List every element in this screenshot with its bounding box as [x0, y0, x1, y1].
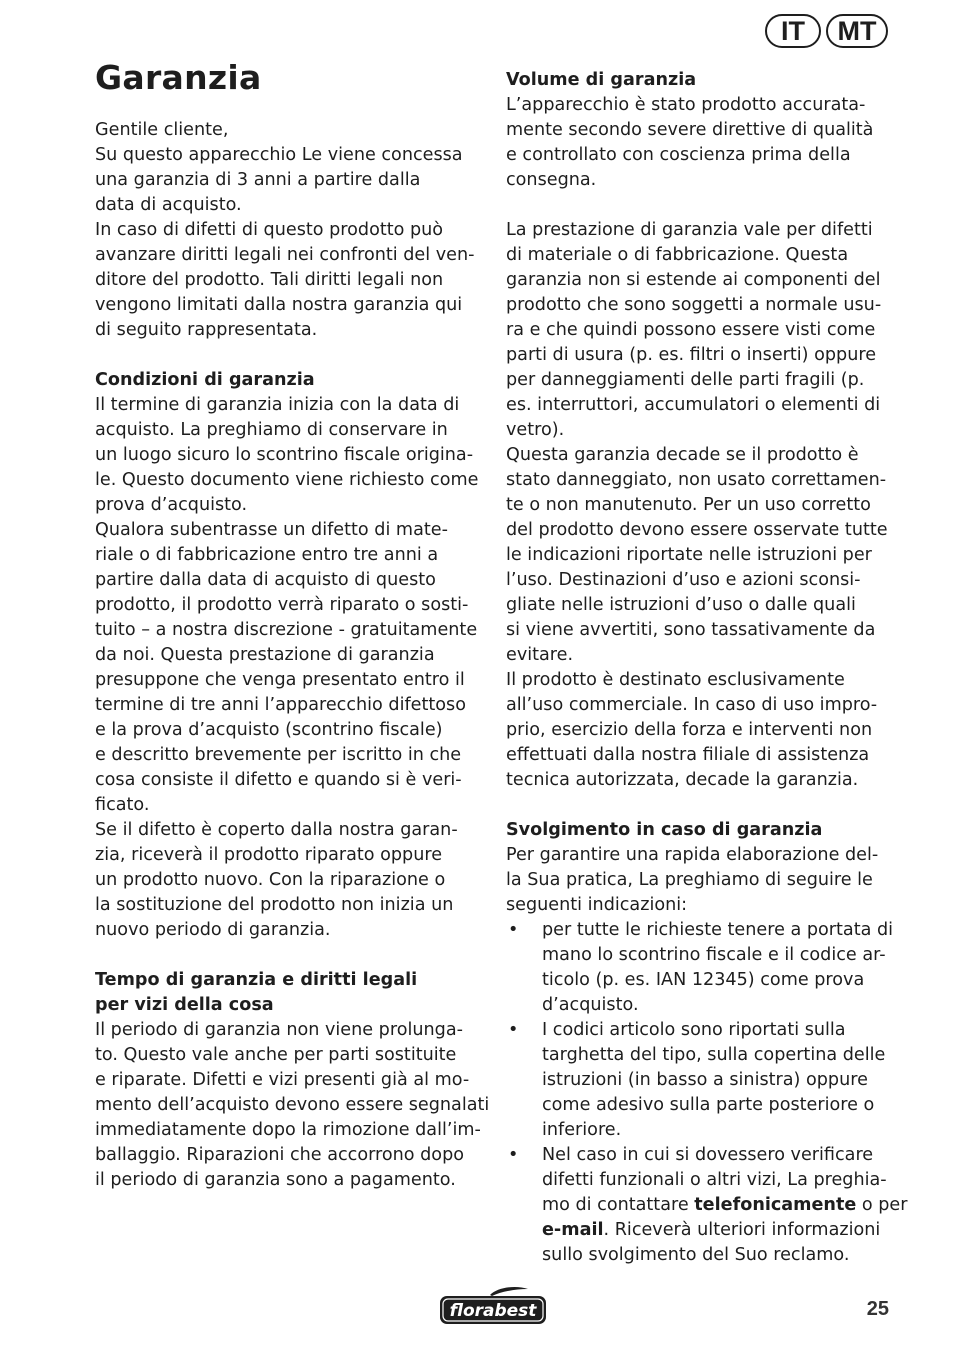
text-line: presuppone che venga presentato entro il	[95, 670, 465, 690]
text-line: ditore del prodotto. Tali diritti legali non	[95, 270, 444, 290]
text-line: termine di tre anni l’apparecchio difettoso	[95, 695, 466, 715]
text-line: e riparate. Difetti e vizi presenti già al mo-	[95, 1070, 470, 1090]
language-badge-it: IT	[765, 14, 821, 48]
text-line: Il termine di garanzia inizia con la data di	[95, 395, 460, 415]
condizioni-paragraph	[95, 393, 490, 943]
text-line: una garanzia di 3 anni a partire dalla	[95, 170, 421, 190]
text-line: te o non manutenuto. Per un uso corretto	[506, 495, 871, 515]
page-number: 25	[866, 1298, 889, 1320]
text-line: In caso di difetti di questo prodotto può	[95, 220, 444, 240]
text-line: Qualora subentrasse un difetto di mate-	[95, 520, 448, 540]
text-line: consegna.	[506, 170, 597, 190]
section-heading-tempo: Tempo di garanzia e diritti legali	[95, 970, 418, 990]
logo-text: florabest	[449, 1301, 537, 1321]
text-line: La prestazione di garanzia vale per difetti	[506, 220, 873, 240]
text-line: es. interruttori, accumulatori o elementi di	[506, 395, 881, 415]
bullet-icon: •	[508, 1020, 519, 1040]
text-line: di materiale o di fabbricazione. Questa	[506, 245, 849, 265]
text-line: e descritto brevemente per iscritto in che	[95, 745, 462, 765]
text-line: vetro).	[506, 420, 565, 440]
left-column	[95, 118, 490, 1193]
text-line: ficato.	[95, 795, 150, 815]
volume-paragraph-b	[506, 218, 896, 793]
text-line: nuovo periodo di garanzia.	[95, 920, 331, 940]
text-line: to. Questo vale anche per parti sostituite	[95, 1045, 457, 1065]
text-line: acquisto. La preghiamo di conservare in	[95, 420, 448, 440]
text-line: all’uso commerciale. In caso di uso impro-	[506, 695, 878, 715]
bullet-icon: •	[508, 1145, 519, 1165]
text-run: mo di contattare	[542, 1195, 695, 1215]
language-badges	[765, 14, 888, 48]
text-line: L’apparecchio è stato prodotto accurata-	[506, 95, 866, 115]
text-line: tuito – a nostra discrezione - gratuitamente	[95, 620, 478, 640]
text-line: targhetta del tipo, sulla copertina delle	[542, 1045, 886, 1065]
text-line: difetti funzionali o altri vizi, La preghia-	[542, 1170, 887, 1190]
text-line: gliate nelle istruzioni d’uso o dalle quali	[506, 595, 856, 615]
text-line: Il periodo di garanzia non viene prolunga-	[95, 1020, 463, 1040]
svolgimento-intro	[506, 843, 896, 918]
emphasis-email: e-mail	[542, 1220, 604, 1240]
text-line: avanzare diritti legali nei confronti del ven-	[95, 245, 475, 265]
bullet-icon: •	[508, 920, 519, 940]
section-heading-svolgimento: Svolgimento in caso di garanzia	[506, 820, 823, 840]
text-line: istruzioni (in basso a sinistra) oppure	[542, 1070, 868, 1090]
text-line: prodotto che sono soggetti a normale usu-	[506, 295, 882, 315]
text-line: mano lo scontrino fiscale e il codice ar-	[542, 945, 886, 965]
text-line: il periodo di garanzia sono a pagamento.	[95, 1170, 456, 1190]
text-line: Nel caso in cui si dovessero verificare	[542, 1145, 874, 1165]
text-line: Per garantire una rapida elaborazione del-	[506, 845, 879, 865]
section-heading-volume: Volume di garanzia	[506, 70, 697, 90]
text-line: un prodotto nuovo. Con la riparazione o	[95, 870, 446, 890]
text-line: Il prodotto è destinato esclusivamente	[506, 670, 845, 690]
text-line: e controllato con coscienza prima della	[506, 145, 851, 165]
florabest-logo-graphic	[438, 1286, 548, 1326]
text-line: Gentile cliente,	[95, 120, 229, 140]
right-column	[506, 68, 908, 1268]
text-line: Su questo apparecchio Le viene concessa	[95, 145, 463, 165]
text-line: di seguito rappresentata.	[95, 320, 318, 340]
text-line: prodotto, il prodotto verrà riparato o sosti-	[95, 595, 469, 615]
text-line: cosa consiste il difetto e quando si è veri-	[95, 770, 462, 790]
intro-paragraph	[95, 118, 490, 343]
text-line	[542, 1193, 908, 1218]
language-badge-mt: MT	[826, 14, 888, 48]
volume-paragraph-a	[506, 93, 896, 193]
section-heading-condizioni: Condizioni di garanzia	[95, 370, 315, 390]
text-line: evitare.	[506, 645, 574, 665]
text-line: come adesivo sulla parte posteriore o	[542, 1095, 875, 1115]
text-line: tecnica autorizzata, decade la garanzia.	[506, 770, 859, 790]
text-run: o per	[856, 1195, 908, 1215]
text-line: ballaggio. Riparazioni che accorrono dopo	[95, 1145, 465, 1165]
list-item	[506, 918, 896, 1018]
text-line: per danneggiamenti delle parti fragili (p.	[506, 370, 865, 390]
tempo-paragraph	[95, 1018, 490, 1193]
text-line: riale o di fabbricazione entro tre anni a	[95, 545, 439, 565]
text-line: seguenti indicazioni:	[506, 895, 688, 915]
text-line: sullo svolgimento del Suo reclamo.	[542, 1245, 850, 1265]
page-title: Garanzia	[95, 58, 262, 97]
section-heading-tempo-line2: per vizi della cosa	[95, 995, 274, 1015]
text-line: e la prova d’acquisto (scontrino fiscale)	[95, 720, 443, 740]
text-line: parti di usura (p. es. filtri o inserti) oppure	[506, 345, 877, 365]
text-line: le indicazioni riportate nelle istruzioni per	[506, 545, 872, 565]
text-line: inferiore.	[542, 1120, 622, 1140]
text-line: le. Questo documento viene richiesto come	[95, 470, 479, 490]
florabest-logo	[438, 1286, 548, 1330]
text-line: stato danneggiato, non usato correttamen-	[506, 470, 887, 490]
text-line: d’acquisto.	[542, 995, 639, 1015]
text-line: del prodotto devono essere osservate tutte	[506, 520, 888, 540]
text-line: la Sua pratica, La preghiamo di seguire le	[506, 870, 873, 890]
text-line: effettuati dalla nostra filiale di assistenza	[506, 745, 870, 765]
emphasis-telefonicamente: telefonicamente	[694, 1195, 857, 1215]
text-line: ra e che quindi possono essere visti come	[506, 320, 876, 340]
text-line: prio, esercizio della forza e interventi non	[506, 720, 873, 740]
text-line: partire dalla data di acquisto di questo	[95, 570, 436, 590]
text-line: immediatamente dopo la rimozione dall’im-	[95, 1120, 481, 1140]
text-line: l’uso. Destinazioni d’uso e azioni sconsi-	[506, 570, 861, 590]
text-line: vengono limitati dalla nostra garanzia qui	[95, 295, 463, 315]
text-line	[542, 1218, 896, 1243]
list-item	[506, 1018, 896, 1143]
list-item	[506, 1143, 908, 1268]
text-line: da noi. Questa prestazione di garanzia	[95, 645, 435, 665]
text-line: la sostituzione del prodotto non inizia un	[95, 895, 454, 915]
text-line: ticolo (p. es. IAN 12345) come prova	[542, 970, 865, 990]
text-line: per tutte le richieste tenere a portata di	[542, 920, 894, 940]
text-line: data di acquisto.	[95, 195, 242, 215]
text-line: zia, riceverà il prodotto riparato oppure	[95, 845, 443, 865]
text-line: un luogo sicuro lo scontrino fiscale origina-	[95, 445, 474, 465]
text-line: si viene avvertiti, sono tassativamente da	[506, 620, 876, 640]
text-run: . Riceverà ulteriori informazioni	[603, 1220, 881, 1240]
text-line: I codici articolo sono riportati sulla	[542, 1020, 846, 1040]
text-line: mento dell’acquisto devono essere segnalati	[95, 1095, 490, 1115]
text-line: mente secondo severe direttive di qualità	[506, 120, 874, 140]
text-line: Questa garanzia decade se il prodotto è	[506, 445, 859, 465]
text-line: prova d’acquisto.	[95, 495, 248, 515]
text-line: garanzia non si estende ai componenti del	[506, 270, 881, 290]
text-line: Se il difetto è coperto dalla nostra garan-	[95, 820, 458, 840]
